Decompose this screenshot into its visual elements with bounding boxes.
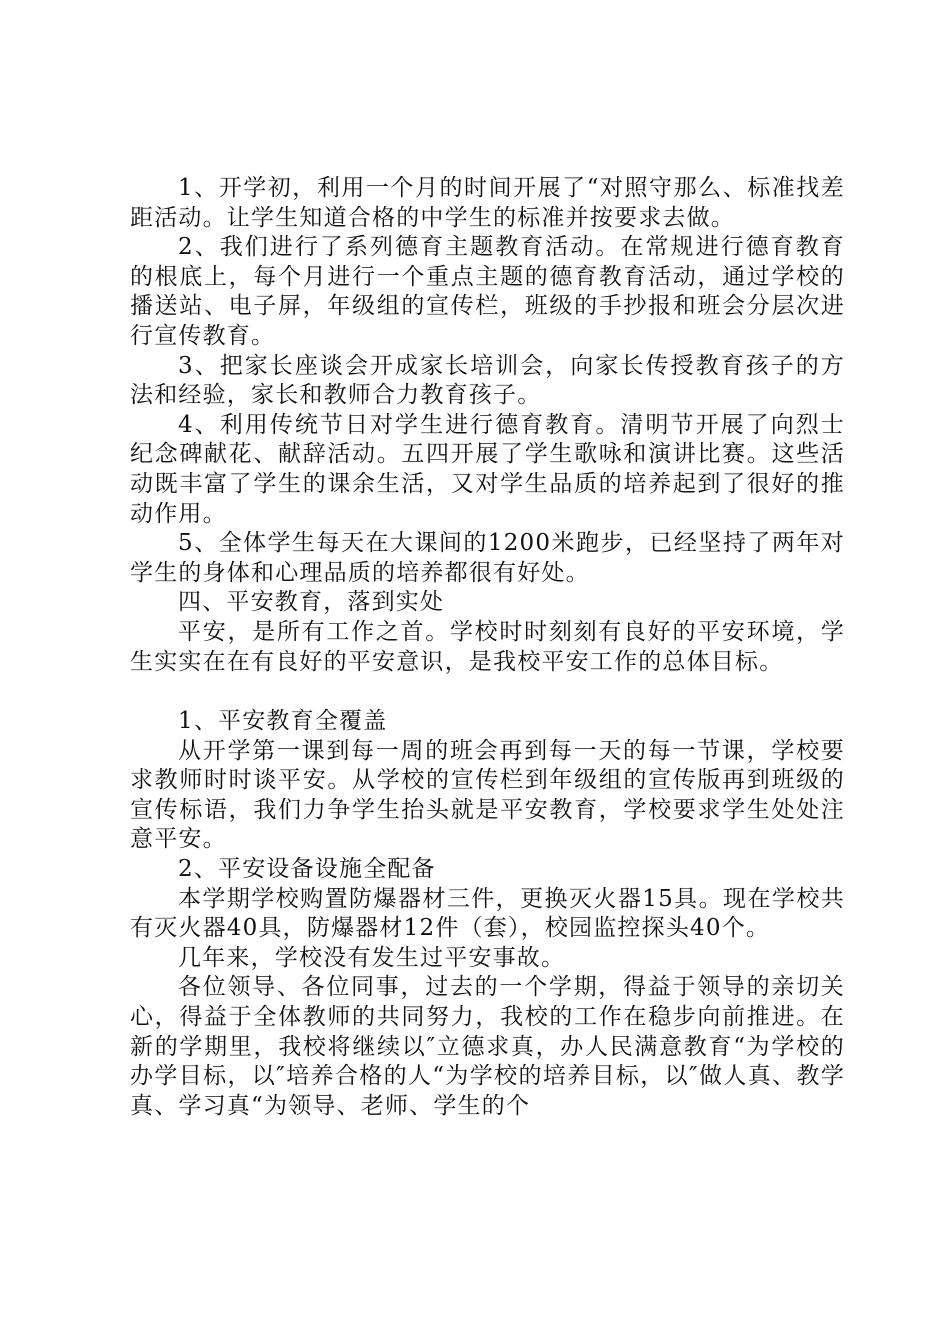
paragraph-gap — [130, 677, 845, 707]
paragraph-moral-2: 2、我们进行了系列德育主题教育活动。在常规进行德育教育的根底上，每个月进行一个重点主题的德育教育活动，通过学校的播送站、电子屏，年级组的宣传栏，班级的手抄报和班会分层次进行宣传教育。 — [130, 234, 845, 349]
paragraph-moral-5: 5、全体学生每天在大课间的1200米跑步，已经坚持了两年对学生的身体和心理品质的培养都很有好处。 — [130, 530, 845, 586]
document-body — [130, 174, 845, 1121]
paragraph-safety-intro: 平安，是所有工作之首。学校时时刻刻有良好的平安环境，学生实实在在有良好的平安意识，是我校平安工作的总体目标。 — [130, 618, 845, 675]
paragraph-moral-4: 4、利用传统节日对学生进行德育教育。清明节开展了向烈士纪念碑献花、献辞活动。五四开展了学生歌咏和演讲比赛。这些活动既丰富了学生的课余生活，又对学生品质的培养起到了很好的推动作用。 — [130, 411, 845, 527]
section-heading-safety: 四、平安教育，落到实处 — [178, 589, 445, 616]
paragraph-safety-equipment: 本学期学校购置防爆器材三件，更换灭火器15具。现在学校共有灭火器40具，防爆器材12件（套），校园监控探头40个。 — [130, 885, 845, 942]
subheading-safety-coverage: 1、平安教育全覆盖 — [178, 708, 388, 735]
paragraph-closing: 各位领导、各位同事，过去的一个学期，得益于领导的亲切关心，得益于全体教师的共同努力，我校的工作在稳步向前推进。在新的学期里，我校将继续以″立德求真，办人民满意教育“为学校的办学目标，以″培养合格的人“为学校的培养目标，以″做人真、教学真、学习真“为领导、老师、学生的个 — [130, 974, 845, 1119]
paragraph-moral-1: 1、开学初，利用一个月的时间开展了“对照守那么、标准找差距活动。让学生知道合格的中学生的标准并按要求去做。 — [130, 175, 845, 231]
paragraph-no-accidents: 几年来，学校没有发生过平安事故。 — [178, 944, 566, 971]
paragraph-safety-coverage: 从开学第一课到每一周的班会再到每一天的每一节课，学校要求教师时时谈平安。从学校的宣传栏到年级组的宣传版再到班级的宣传标语，我们力争学生抬头就是平安教育，学校要求学生处处注意平安。 — [130, 737, 845, 853]
subheading-safety-equipment: 2、平安设备设施全配备 — [178, 856, 436, 883]
paragraph-moral-3: 3、把家长座谈会开成家长培训会，向家长传授教育孩子的方法和经验，家长和教师合力教育孩子。 — [130, 352, 845, 409]
